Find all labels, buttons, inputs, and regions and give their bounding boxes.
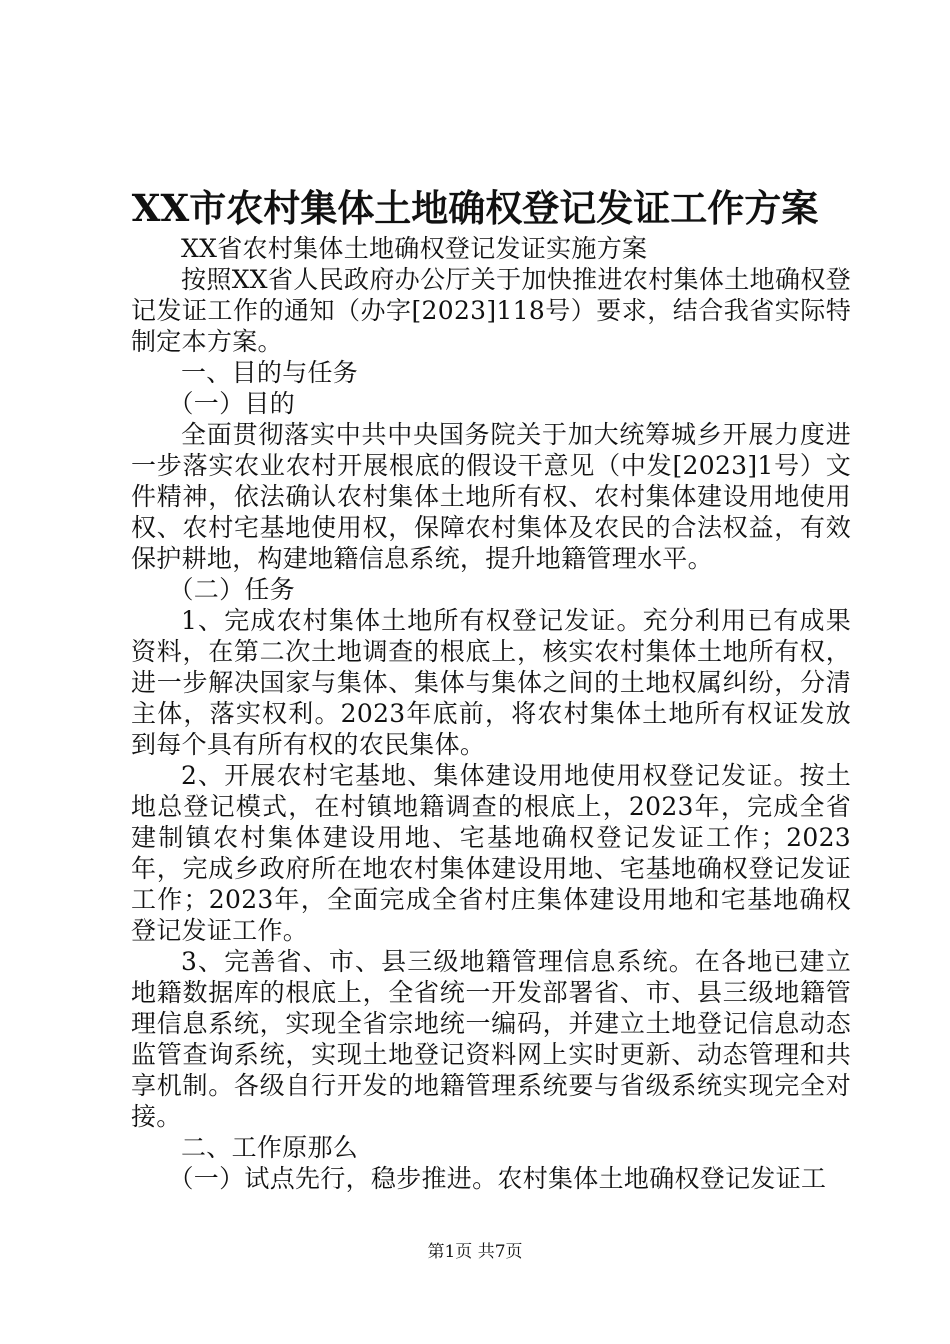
subtitle-heading: XX省农村集体土地确权登记发证实施方案 bbox=[181, 234, 648, 263]
page-footer: 第1页 共7页 bbox=[427, 1242, 523, 1262]
task-paragraph-1: 1、完成农村集体土地所有权登记发证。充分利用已有成果资料，在第二次土地调查的根底上，核实农村集体土地所有权，进一步解决国家与集体、集体与集体之间的土地权属纠纷，分清主体，落实权利。2023年底前，将农村集体土地所有权证发放到每个具有所有权的农民集体。 bbox=[131, 606, 851, 759]
subsection-heading-purpose: （一）目的 bbox=[168, 389, 296, 418]
subsection-heading-tasks: （二）任务 bbox=[168, 575, 296, 604]
principle-paragraph-1: （一）试点先行，稳步推进。农村集体土地确权登记发证工 bbox=[168, 1164, 827, 1193]
intro-paragraph: 按照XX省人民政府办公厅关于加快推进农村集体土地确权登记发证工作的通知（办字[2023]118号）要求，结合我省实际特制定本方案。 bbox=[131, 265, 851, 356]
task-paragraph-2: 2、开展农村宅基地、集体建设用地使用权登记发证。按土地总登记模式，在村镇地籍调查的根底上，2023年，完成全省建制镇农村集体建设用地、宅基地确权登记发证工作；2023年，完成乡政府所在地农村集体建设用地、宅基地确权登记发证工作；2023年，全面完成全省村庄集体建设用地和宅基地确权登记发证工作。 bbox=[131, 761, 851, 945]
section-heading-2: 二、工作原那么 bbox=[181, 1133, 359, 1162]
document-body bbox=[131, 233, 851, 1194]
purpose-paragraph: 全面贯彻落实中共中央国务院关于加大统筹城乡开展力度进一步落实农业农村开展根底的假设干意见（中发[2023]1号）文件精神，依法确认农村集体土地所有权、农村集体建设用地使用权、农村宅基地使用权，保障农村集体及农民的合法权益，有效保护耕地，构建地籍信息系统，提升地籍管理水平。 bbox=[131, 420, 851, 573]
document-title: XX市农村集体土地确权登记发证工作方案 bbox=[131, 186, 819, 230]
task-paragraph-3: 3、完善省、市、县三级地籍管理信息系统。在各地已建立地籍数据库的根底上，全省统一开发部署省、市、县三级地籍管理信息系统，实现全省宗地统一编码，并建立土地登记信息动态监管查询系统，实现土地登记资料网上实时更新、动态管理和共享机制。各级自行开发的地籍管理系统要与省级系统实现完全对接。 bbox=[131, 947, 851, 1131]
section-heading-1: 一、目的与任务 bbox=[181, 358, 359, 387]
